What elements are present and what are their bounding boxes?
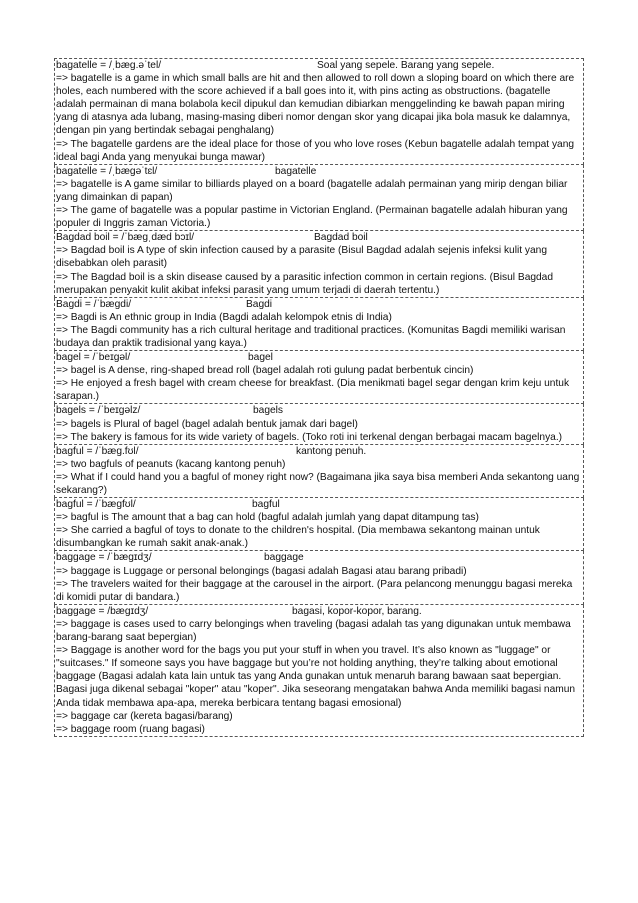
entry-header: [56, 351, 582, 364]
entry-header: [56, 298, 582, 311]
dictionary-entry: [54, 351, 584, 404]
headword: Bagdad boil = /ˈbæɡˌdæd bɔɪl/: [56, 232, 195, 244]
translation: Bagdad boil: [314, 232, 368, 244]
definition-line: => bagatelle is a game in which small balls are hit and then allowed to roll down a sloping board on which there are holes, each numbered with the score achieved if a ball goes into it, with pins acting as obstructions. (bagatelle adalah permainan di mana bolabola kecil dipukul dan kemudian dibiarkan menggelinding ke bawah papan miring yang di atasnya ada lubang, masing-masing diberi nomor dengan skor yang dicapai jika bola masuk ke dalamnya, dengan pin yang bertindak sebagai penghalang): [56, 73, 575, 137]
entry-header: [56, 165, 582, 178]
definition-line: => baggage is Luggage or personal belongings (bagasi adalah Bagasi atau barang pribadi): [56, 565, 467, 577]
dictionary-entry: [54, 298, 584, 351]
definition-line: => She carried a bagful of toys to donate to the children's hospital. (Dia membawa sekantong mainan untuk disumbangkan ke rumah sakit anak-anak.): [56, 525, 540, 550]
translation: bagful: [252, 499, 280, 511]
dictionary-page: [54, 58, 584, 737]
headword: Bagdi = /ˈbæɡdi/: [56, 298, 132, 310]
definition-line: => The bakery is famous for its wide variety of bagels. (Toko roti ini terkenal dengan berbagai macam bagelnya.): [56, 431, 563, 443]
dictionary-entry: [54, 165, 584, 231]
definition-line: => The Bagdad boil is a skin disease caused by a parasitic infection common in certain regions. (Bisul Bagdad merupakan penyakit kulit akibat infeksi parasit yang umum terjadi di daerah tertentu.): [56, 271, 554, 296]
entry-list: [54, 58, 584, 737]
headword: baggage = /ˈbæɡɪdʒ/: [56, 552, 152, 564]
headword: bagful = /ˈbæɡfʊl/: [56, 499, 136, 511]
translation: baggage: [264, 552, 304, 564]
definition-line: => bagel is A dense, ring-shaped bread roll (bagel adalah roti gulung padat berbentuk cincin): [56, 365, 474, 377]
definition-line: => Baggage is another word for the bags you put your stuff in when you travel. It’s also known as "luggage" or "suitcases." If someone says you have baggage but you’re not holding anything, they’re talking about emotional baggage (Bagasi adalah kata lain untuk tas yang Anda gunakan untuk menaruh barang bawaan saat bepergian. Bagasi juga dikenal sebagai "koper" atau "koper". Jika seseorang mengatakan bahwa Anda memiliki bagasi namun Anda tidak membawa apa-apa, mereka berbicara tentang bagasi emosional): [56, 645, 576, 709]
definition-line: => Bagdad boil is A type of skin infection caused by a parasite (Bisul Bagdad adalah sejenis infeksi kulit yang disebabkan oleh parasit): [56, 245, 548, 270]
definition-line: => bagful is The amount that a bag can hold (bagful adalah jumlah yang dapat ditampung tas): [56, 512, 479, 524]
definition-line: => baggage room (ruang bagasi): [56, 723, 205, 735]
translation: kantong penuh.: [296, 445, 367, 457]
definition-line: => bagels is Plural of bagel (bagel adalah bentuk jamak dari bagel): [56, 418, 358, 430]
entry-header: [56, 231, 582, 244]
entry-header: [56, 59, 582, 72]
headword: bagel = /ˈbeɪɡəl/: [56, 352, 131, 364]
headword: bagful = /ˈbæɡ.fʊl/: [56, 445, 139, 457]
headword: bagatelle = /ˌbæɡ.əˈtel/: [56, 60, 162, 71]
definition-line: => The travelers waited for their baggage at the carousel in the airport. (Para pelancong menunggu bagasi mereka di komidi putar di bandara.): [56, 578, 573, 603]
entry-header: [56, 445, 582, 458]
translation: bagels: [253, 405, 284, 417]
definition-line: => The Bagdi community has a rich cultural heritage and traditional practices. (Komunitas Bagdi memiliki warisan budaya dan praktik tradisional yang kaya.): [56, 324, 566, 349]
headword: bagatelle = /ˌbæɡəˈtɛl/: [56, 165, 158, 177]
translation: Bagdi: [246, 298, 273, 310]
headword: bagels = /ˈbeɪɡəlz/: [56, 405, 141, 417]
translation: bagatelle: [275, 165, 317, 177]
translation: bagasi, kopor-kopor, barang.: [292, 605, 422, 617]
entry-header: [56, 498, 582, 511]
definition-line: => The bagatelle gardens are the ideal place for those of you who love roses (Kebun bagatelle adalah tempat yang ideal bagi Anda yang menyukai bunga mawar): [56, 138, 575, 163]
dictionary-entry: [54, 498, 584, 551]
definition-line: => The game of bagatelle was a popular pastime in Victorian England. (Permainan bagatelle adalah hiburan yang populer di Inggris zaman Victoria.): [56, 205, 568, 230]
dictionary-entry: [54, 231, 584, 297]
dictionary-entry: [54, 58, 584, 165]
translation: bagel: [248, 352, 273, 364]
definition-line: => baggage is cases used to carry belongings when traveling (bagasi adalah tas yang digunakan untuk membawa barang-barang saat bepergian): [56, 618, 571, 644]
definition-line: => two bagfuls of peanuts (kacang kantong penuh): [56, 458, 286, 470]
entry-header: [56, 605, 582, 618]
definition-line: => Bagdi is An ethnic group in India (Bagdi adalah kelompok etnis di India): [56, 311, 392, 323]
definition-line: => He enjoyed a fresh bagel with cream cheese for breakfast. (Dia menikmati bagel segar dengan krim keju untuk sarapan.): [56, 378, 570, 403]
dictionary-entry: [54, 551, 584, 604]
definition-line: => What if I could hand you a bagful of money right now? (Bagaimana jika saya bisa memberi Anda sekantong uang sekarang?): [56, 471, 580, 496]
dictionary-entry: [54, 605, 584, 737]
definition-line: => baggage car (kereta bagasi/barang): [56, 710, 233, 722]
translation: Soal yang sepele. Barang yang sepele.: [317, 60, 495, 71]
entry-header: [56, 404, 582, 417]
dictionary-entry: [54, 404, 584, 444]
definition-line: => bagatelle is A game similar to billiards played on a board (bagatelle adalah permainan yang mirip dengan biliar yang dimainkan di papan): [56, 178, 568, 203]
entry-header: [56, 551, 582, 564]
headword: baggage = /bæɡɪdʒ/: [56, 605, 149, 617]
dictionary-entry: [54, 445, 584, 498]
